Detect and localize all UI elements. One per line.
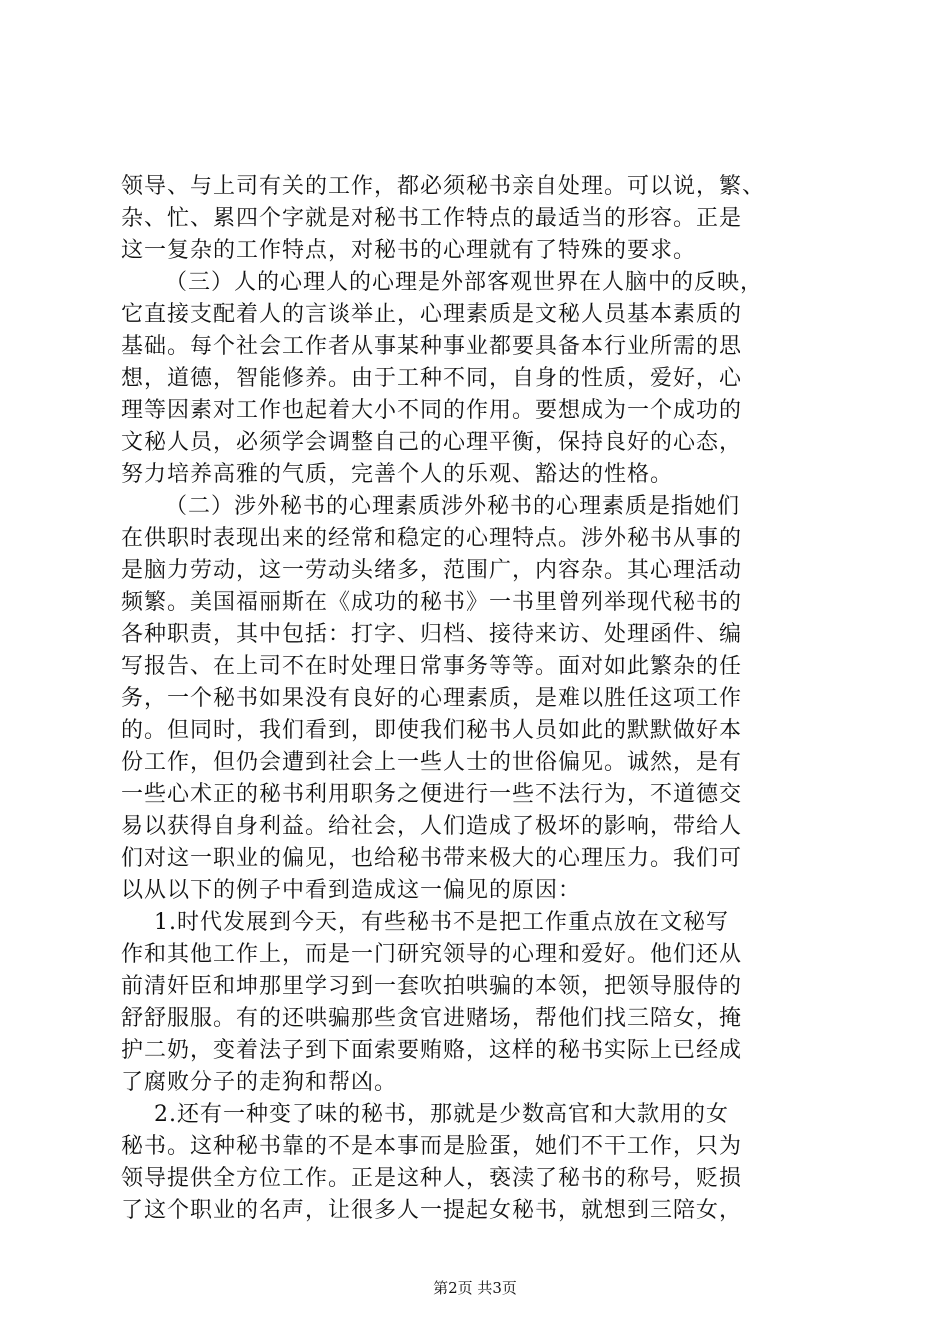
page-footer: 第2页 共3页 xyxy=(433,1279,517,1297)
text-line: 理等因素对工作也起着大小不同的作用。要想成为一个成功的 xyxy=(121,398,743,423)
text-line: 写报告、在上司不在时处理日常事务等等。面对如此繁杂的任 xyxy=(121,654,743,679)
text-line: 它直接支配着人的言谈举止，心理素质是文秘人员基本素质的 xyxy=(121,302,743,327)
text-line: 在供职时表现出来的经常和稳定的心理特点。涉外秘书从事的 xyxy=(121,526,743,551)
text-line: 各种职责，其中包括：打字、归档、接待来访、处理函件、编 xyxy=(121,622,743,647)
text-line: 舒舒服服。有的还哄骗那些贪官进赌场，帮他们找三陪女，掩 xyxy=(121,1006,743,1031)
text-line: 文秘人员，必须学会调整自己的心理平衡，保持良好的心态， xyxy=(121,430,743,455)
text-line: 想，道德，智能修养。由于工种不同，自身的性质，爱好，心 xyxy=(121,366,743,391)
text-line: 的。但同时，我们看到，即使我们秘书人员如此的默默做好本 xyxy=(121,718,743,743)
text-line: 1.时代发展到今天，有些秘书不是把工作重点放在文秘写 xyxy=(154,910,729,935)
text-line: 务，一个秘书如果没有良好的心理素质，是难以胜任这项工作 xyxy=(121,686,743,711)
text-line: 领导提供全方位工作。正是这种人，亵渎了秘书的称号，贬损 xyxy=(121,1166,743,1191)
text-line: 易以获得自身利益。给社会，人们造成了极坏的影响，带给人 xyxy=(121,814,743,839)
text-line: （二）涉外秘书的心理素质涉外秘书的心理素质是指她们 xyxy=(165,494,741,519)
text-line: 护二奶，变着法子到下面索要贿赂，这样的秘书实际上已经成 xyxy=(121,1038,743,1063)
text-line: 作和其他工作上，而是一门研究领导的心理和爱好。他们还从 xyxy=(121,942,743,967)
text-line: 努力培养高雅的气质，完善个人的乐观、豁达的性格。 xyxy=(121,462,674,487)
text-line: 领导、与上司有关的工作，都必须秘书亲自处理。可以说，繁、 xyxy=(121,174,766,199)
text-line: 份工作，但仍会遭到社会上一些人士的世俗偏见。诚然，是有 xyxy=(121,750,743,775)
text-line: 2.还有一种变了味的秘书，那就是少数高官和大款用的女 xyxy=(154,1102,729,1127)
text-line: 前清奸臣和坤那里学习到一套吹拍哄骗的本领，把领导服侍的 xyxy=(121,974,743,999)
text-line: 一些心术正的秘书利用职务之便进行一些不法行为，不道德交 xyxy=(121,782,743,807)
text-line: 是脑力劳动，这一劳动头绪多，范围广，内容杂。其心理活动 xyxy=(121,558,743,583)
text-line: 这一复杂的工作特点，对秘书的心理就有了特殊的要求。 xyxy=(121,238,697,263)
text-line: 以从以下的例子中看到造成这一偏见的原因： xyxy=(121,878,582,903)
text-line: 了腐败分子的走狗和帮凶。 xyxy=(121,1070,398,1095)
text-line: （三）人的心理人的心理是外部客观世界在人脑中的反映， xyxy=(165,270,764,295)
text-line: 杂、忙、累四个字就是对秘书工作特点的最适当的形容。正是 xyxy=(121,206,743,231)
text-line: 秘书。这种秘书靠的不是本事而是脸蛋，她们不干工作，只为 xyxy=(121,1134,743,1159)
text-line: 了这个职业的名声，让很多人一提起女秘书，就想到三陪女， xyxy=(121,1198,743,1223)
text-line: 基础。每个社会工作者从事某种事业都要具备本行业所需的思 xyxy=(121,334,743,359)
text-line: 频繁。美国福丽斯在《成功的秘书》一书里曾列举现代秘书的 xyxy=(121,590,743,615)
text-line: 们对这一职业的偏见，也给秘书带来极大的心理压力。我们可 xyxy=(121,846,743,871)
document-body xyxy=(121,171,837,1227)
